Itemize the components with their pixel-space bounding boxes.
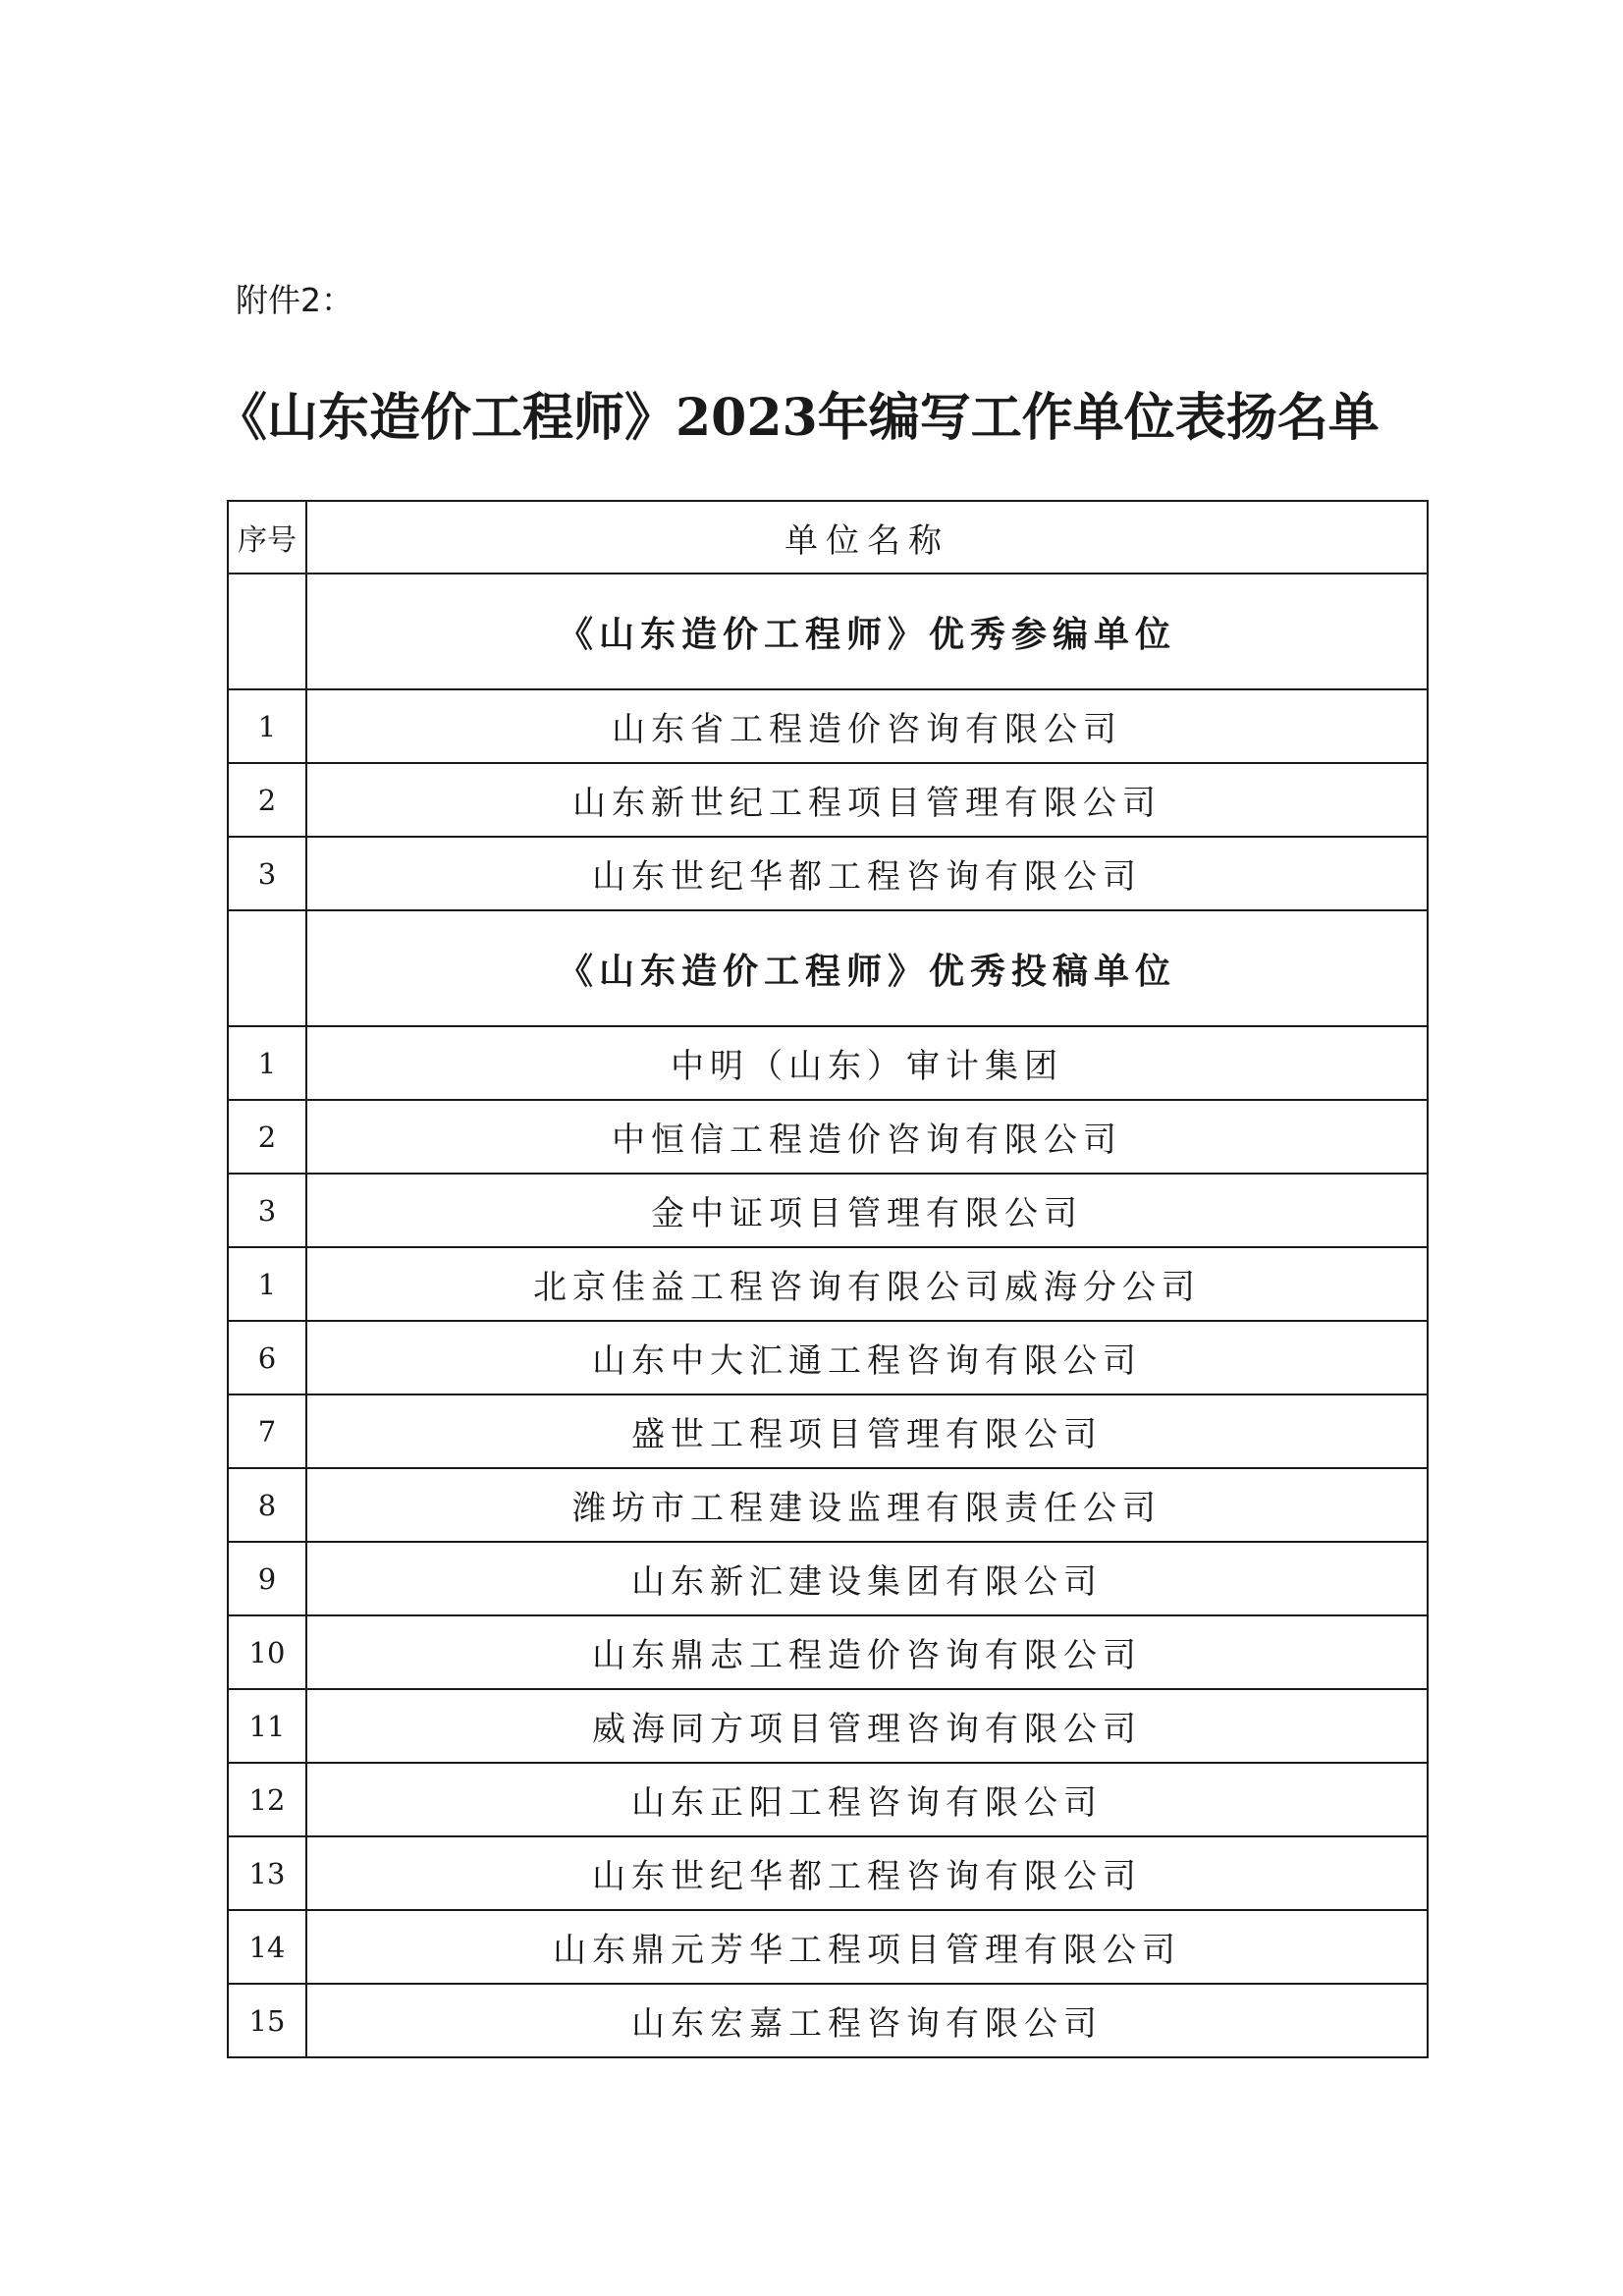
table-row (228, 1174, 1428, 1247)
section-heading: 《山东造价工程师》优秀参编单位 (306, 574, 1428, 689)
document-title: 《山东造价工程师》2023年编写工作单位表扬名单 (216, 388, 1380, 448)
table-row (228, 1542, 1428, 1615)
row-number: 9 (228, 1542, 306, 1615)
table-row (228, 1836, 1428, 1910)
unit-name: 山东正阳工程咨询有限公司 (306, 1763, 1428, 1836)
row-number: 2 (228, 1100, 306, 1174)
row-number: 10 (228, 1615, 306, 1689)
table-row (228, 1247, 1428, 1321)
unit-name: 盛世工程项目管理有限公司 (306, 1394, 1428, 1468)
unit-name: 山东省工程造价咨询有限公司 (306, 689, 1428, 763)
table-row (228, 837, 1428, 910)
row-number: 7 (228, 1394, 306, 1468)
table-row (228, 1468, 1428, 1542)
unit-name: 山东新世纪工程项目管理有限公司 (306, 763, 1428, 837)
commendation-table (227, 500, 1429, 2058)
row-number: 11 (228, 1689, 306, 1763)
unit-name: 山东鼎元芳华工程项目管理有限公司 (306, 1910, 1428, 1984)
table-row (228, 1615, 1428, 1689)
unit-name: 山东世纪华都工程咨询有限公司 (306, 1836, 1428, 1910)
row-number: 3 (228, 837, 306, 910)
row-number: 12 (228, 1763, 306, 1836)
section-number-cell (228, 574, 306, 689)
row-number: 1 (228, 1247, 306, 1321)
table-row (228, 1984, 1428, 2057)
table-row (228, 1763, 1428, 1836)
table-row (228, 1026, 1428, 1100)
row-number: 1 (228, 689, 306, 763)
table-header-row (228, 501, 1428, 574)
unit-name: 北京佳益工程咨询有限公司威海分公司 (306, 1247, 1428, 1321)
header-unit-name: 单位名称 (306, 501, 1428, 574)
unit-name: 山东新汇建设集团有限公司 (306, 1542, 1428, 1615)
unit-name: 山东世纪华都工程咨询有限公司 (306, 837, 1428, 910)
row-number: 2 (228, 763, 306, 837)
section-header-row (228, 910, 1428, 1026)
unit-name: 中恒信工程造价咨询有限公司 (306, 1100, 1428, 1174)
unit-name: 中明（山东）审计集团 (306, 1026, 1428, 1100)
section-number-cell (228, 910, 306, 1026)
unit-name: 山东中大汇通工程咨询有限公司 (306, 1321, 1428, 1394)
row-number: 8 (228, 1468, 306, 1542)
unit-name: 金中证项目管理有限公司 (306, 1174, 1428, 1247)
table-row (228, 1910, 1428, 1984)
unit-name: 山东鼎志工程造价咨询有限公司 (306, 1615, 1428, 1689)
row-number: 1 (228, 1026, 306, 1100)
table-row (228, 763, 1428, 837)
unit-name: 潍坊市工程建设监理有限责任公司 (306, 1468, 1428, 1542)
table-row (228, 1689, 1428, 1763)
header-serial-number: 序号 (228, 501, 306, 574)
row-number: 15 (228, 1984, 306, 2057)
attachment-label: 附件2： (236, 281, 353, 319)
table-row (228, 1394, 1428, 1468)
row-number: 13 (228, 1836, 306, 1910)
table-row (228, 1321, 1428, 1394)
section-header-row (228, 574, 1428, 689)
unit-name: 山东宏嘉工程咨询有限公司 (306, 1984, 1428, 2057)
section-heading: 《山东造价工程师》优秀投稿单位 (306, 910, 1428, 1026)
row-number: 3 (228, 1174, 306, 1247)
unit-name: 威海同方项目管理咨询有限公司 (306, 1689, 1428, 1763)
row-number: 6 (228, 1321, 306, 1394)
table-row (228, 689, 1428, 763)
row-number: 14 (228, 1910, 306, 1984)
table-row (228, 1100, 1428, 1174)
